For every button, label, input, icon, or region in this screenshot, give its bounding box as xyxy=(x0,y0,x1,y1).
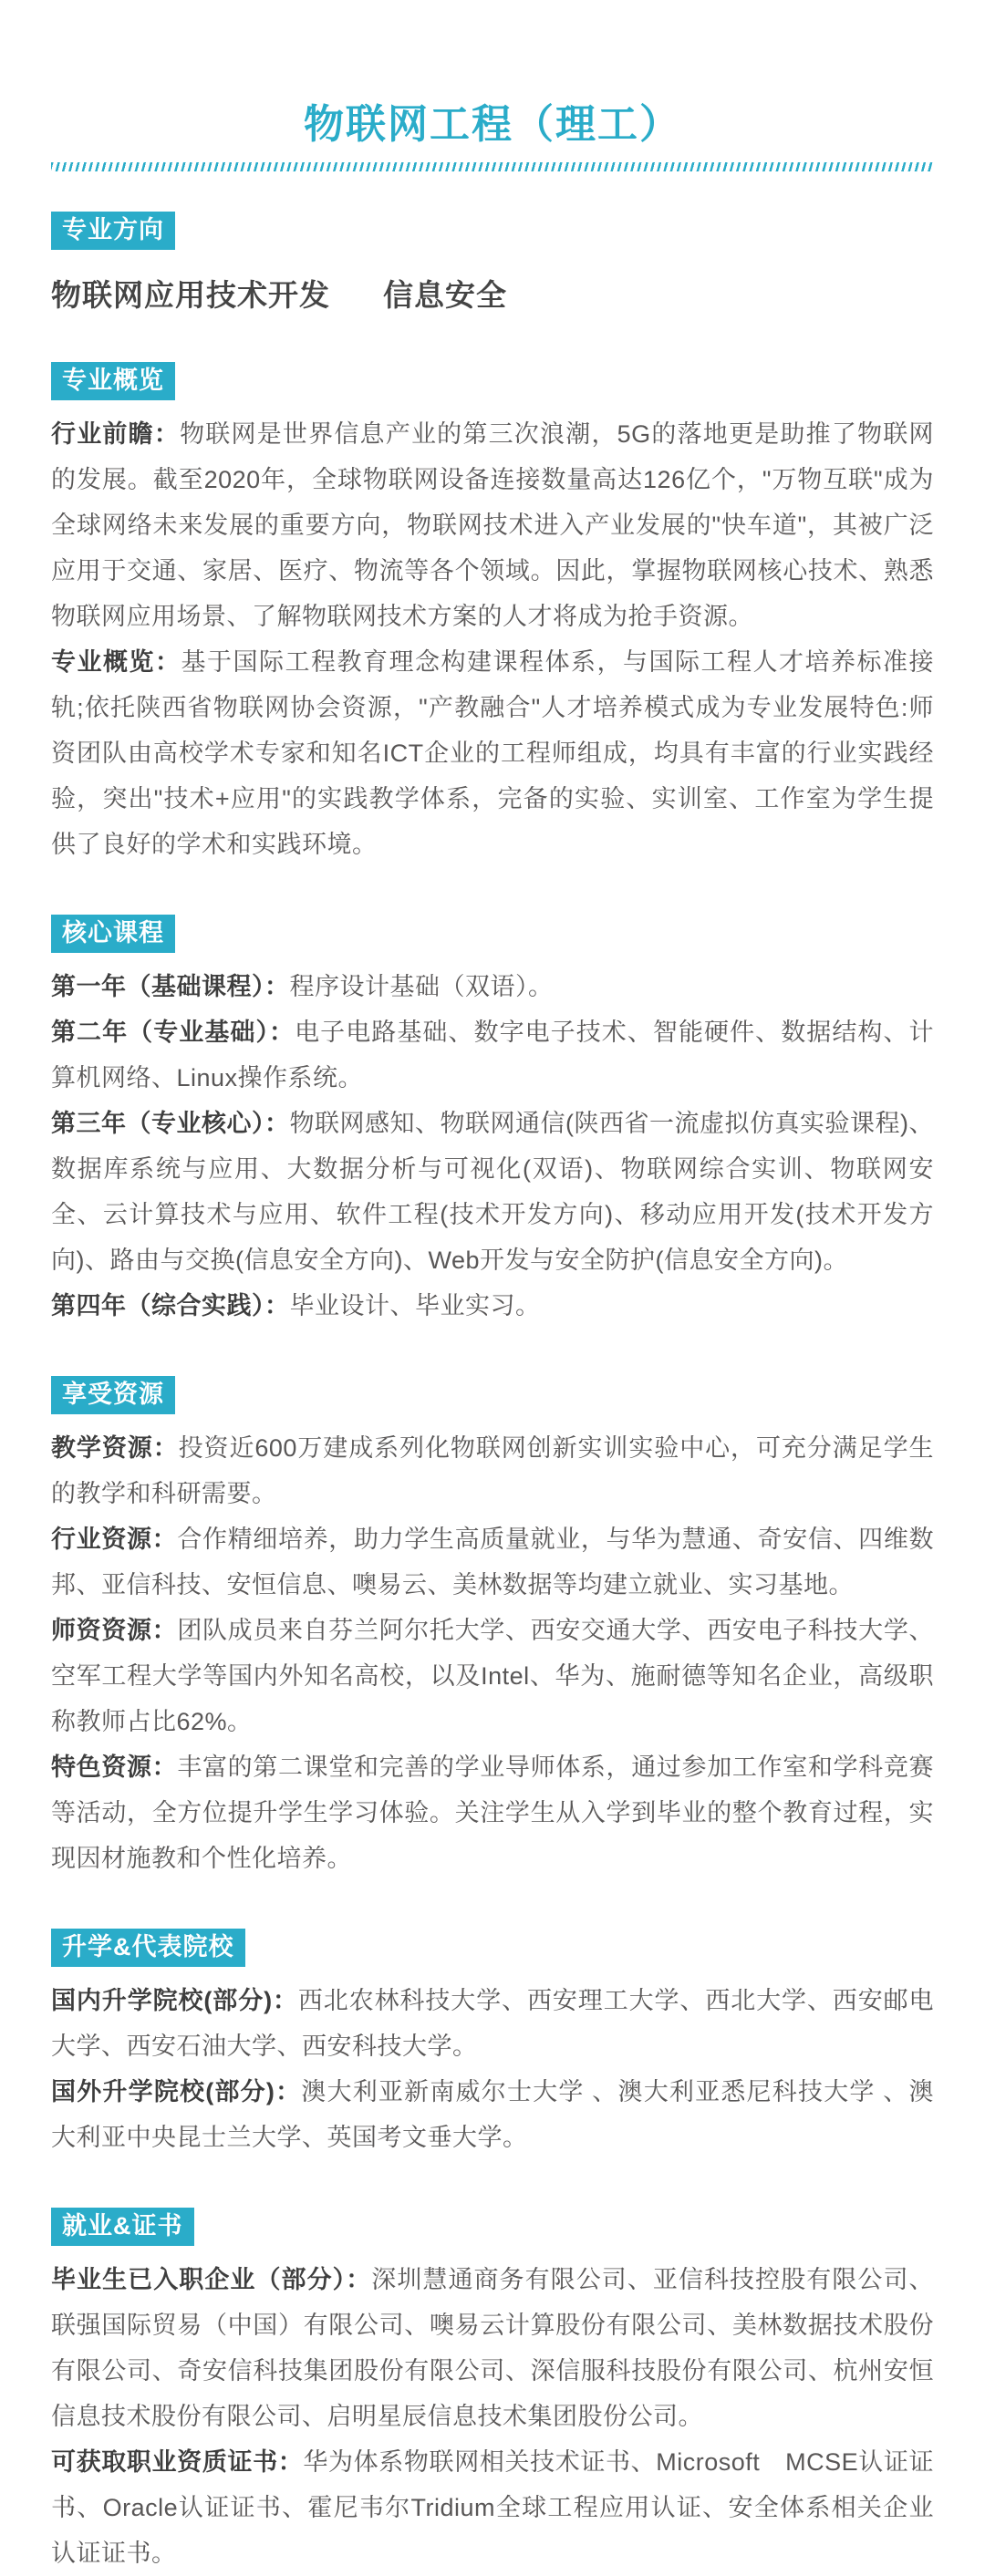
badge-core-courses: 核心课程 xyxy=(51,915,175,953)
paragraph-text: 程序设计基础（双语）。 xyxy=(289,973,554,1000)
section-further-study xyxy=(51,1929,934,2160)
paragraph-domestic-schools xyxy=(51,1978,934,2069)
paragraph-text: 澳大利亚新南威尔士大学 、澳大利亚悉尼科技大学 、澳大利亚中央昆士兰大学、英国考文垂大学。 xyxy=(51,2078,934,2151)
badge-row xyxy=(51,2208,934,2246)
section-core-courses xyxy=(51,915,934,1329)
paragraph-label: 行业前瞻： xyxy=(51,420,181,448)
paragraph-major-overview xyxy=(51,639,934,867)
paragraph-text: 物联网是世界信息产业的第三次浪潮，5G的落地更是助推了物联网的发展。截至2020年，全球物联网设备连接数量高达126亿个，"万物互联"成为全球网络未来发展的重要方向，物联网技术进入产业发展的"快车道"，其被广泛应用于交通、家居、医疗、物流等各个领域。因此，掌握物联网核心技术、熟悉物联网应用场景、了解物联网技术方案的人才将成为抢手资源。 xyxy=(51,420,934,630)
paragraph-year-1 xyxy=(51,964,934,1009)
badge-row xyxy=(51,362,934,400)
paragraph-label: 第一年（基础课程）： xyxy=(51,973,290,1000)
paragraph-industry-resources xyxy=(51,1516,934,1608)
badge-row xyxy=(51,1929,934,1967)
paragraph-special-resources xyxy=(51,1744,934,1881)
direction-list xyxy=(51,272,934,315)
hatched-divider xyxy=(51,162,934,171)
paragraph-label: 国内升学院校(部分)： xyxy=(51,1987,298,2014)
paragraph-label: 毕业生已入职企业（部分）： xyxy=(51,2266,372,2293)
badge-major-direction: 专业方向 xyxy=(51,212,175,250)
section-major-direction xyxy=(51,212,934,315)
paragraph-certificates xyxy=(51,2439,934,2576)
direction-item: 物联网应用技术开发 xyxy=(51,278,330,312)
paragraph-label: 特色资源： xyxy=(51,1754,178,1781)
paragraph-label: 专业概览： xyxy=(51,648,181,676)
badge-employment: 就业&证书 xyxy=(51,2208,194,2246)
paragraph-overseas-schools xyxy=(51,2069,934,2160)
paragraph-label: 第四年（综合实践）： xyxy=(51,1292,290,1319)
paragraph-text: 丰富的第二课堂和完善的学业导师体系，通过参加工作室和学科竞赛等活动，全方位提升学生学习体验。关注学生从入学到毕业的整个教育过程，实现因材施教和个性化培养。 xyxy=(51,1754,935,1872)
paragraph-employer-companies xyxy=(51,2257,934,2439)
paragraph-text: 物联网感知、物联网通信(陕西省一流虚拟仿真实验课程)、数据库系统与应用、大数据分析与可视化(双语)、物联网综合实训、物联网安全、云计算技术与应用、软件工程(技术开发方向)、移动应用开发(技术开发方向)、路由与交换(信息安全方向)、Web开发与安全防护(信息安全方向)。 xyxy=(51,1110,935,1274)
paragraph-year-2 xyxy=(51,1009,934,1101)
page-title: 物联网工程（理工） xyxy=(304,102,681,147)
section-overview xyxy=(51,362,934,867)
paragraph-label: 国外升学院校(部分)： xyxy=(51,2078,302,2105)
paragraph-text: 华为体系物联网相关技术证书、Microsoft MCSE认证证书、Oracle认证证书、霍尼韦尔Tridium全球工程应用认证、安全体系相关企业认证证书。 xyxy=(51,2448,934,2567)
paragraph-text: 西北农林科技大学、西安理工大学、西北大学、西安邮电大学、西安石油大学、西安科技大学。 xyxy=(51,1987,935,2060)
paragraph-year-3 xyxy=(51,1101,934,1283)
badge-row xyxy=(51,212,934,250)
badge-row xyxy=(51,1376,934,1414)
paragraph-text: 基于国际工程教育理念构建课程体系，与国际工程人才培养标准接轨;依托陕西省物联网协会资源，"产教融合"人才培养模式成为专业发展特色:师资团队由高校学术专家和知名ICT企业的工程师组成，均具有丰富的行业实践经验，突出"技术+应用"的实践教学体系，完备的实验、实训室、工作室为学生提供了良好的学术和实践环境。 xyxy=(51,648,934,858)
paragraph-label: 师资资源： xyxy=(51,1617,178,1644)
paragraph-text: 毕业设计、毕业实习。 xyxy=(289,1292,541,1319)
paragraph-text: 合作精细培养，助力学生高质量就业，与华为慧通、奇安信、四维数邦、亚信科技、安恒信息、噢易云、美林数据等均建立就业、实习基地。 xyxy=(51,1526,935,1598)
section-employment xyxy=(51,2208,934,2576)
badge-further-study: 升学&代表院校 xyxy=(51,1929,245,1967)
paragraph-industry-outlook xyxy=(51,411,934,639)
badge-overview: 专业概览 xyxy=(51,362,175,400)
badge-resources: 享受资源 xyxy=(51,1376,175,1414)
badge-row xyxy=(51,915,934,953)
paragraph-faculty-resources xyxy=(51,1608,934,1744)
paragraph-label: 行业资源： xyxy=(51,1526,178,1553)
paragraph-teaching-resources xyxy=(51,1425,934,1516)
paragraph-year-4 xyxy=(51,1283,934,1329)
paragraph-text: 电子电路基础、数字电子技术、智能硬件、数据结构、计算机网络、Linux操作系统。 xyxy=(51,1019,935,1091)
paragraph-label: 教学资源： xyxy=(51,1434,179,1462)
paragraph-text: 深圳慧通商务有限公司、亚信科技控股有限公司、联强国际贸易（中国）有限公司、噢易云计算股份有限公司、美林数据技术股份有限公司、奇安信科技集团股份有限公司、深信服科技股份有限公司、杭州安恒信息技术股份有限公司、启明星辰信息技术集团股份公司。 xyxy=(51,2266,934,2430)
paragraph-label: 可获取职业资质证书： xyxy=(51,2448,304,2476)
paragraph-text: 团队成员来自芬兰阿尔托大学、西安交通大学、西安电子科技大学、空军工程大学等国内外知名高校，以及Intel、华为、施耐德等知名企业，高级职称教师占比62%。 xyxy=(51,1617,935,1735)
direction-item: 信息安全 xyxy=(383,278,507,312)
paragraph-label: 第二年（专业基础）： xyxy=(51,1019,296,1046)
section-resources xyxy=(51,1376,934,1881)
paragraph-label: 第三年（专业核心）： xyxy=(51,1110,290,1137)
paragraph-text: 投资近600万建成系列化物联网创新实训实验中心，可充分满足学生的教学和科研需要。 xyxy=(51,1434,934,1507)
